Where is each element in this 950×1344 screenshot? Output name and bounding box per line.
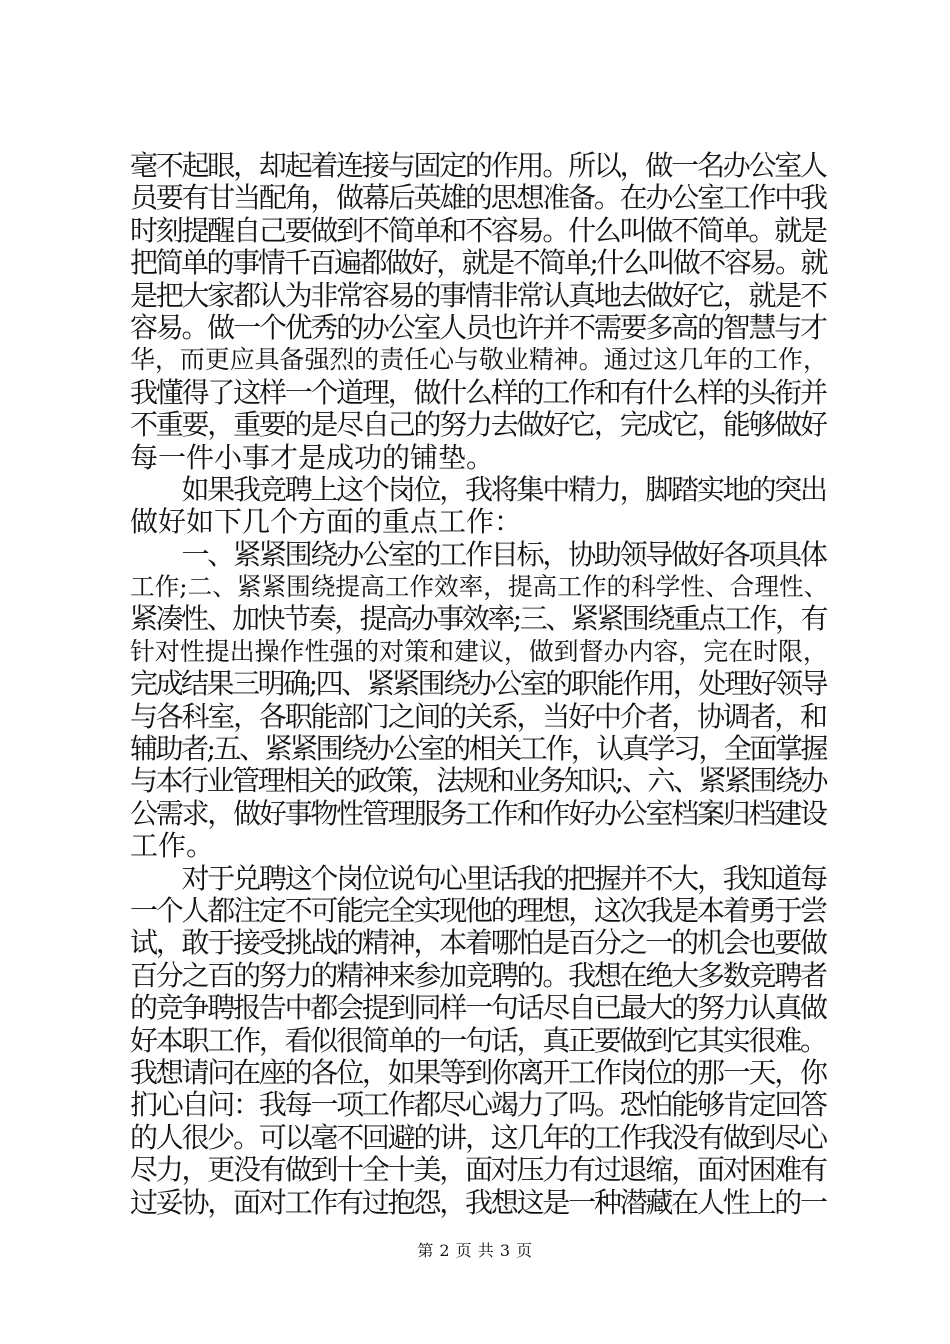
text-line: 如果我竞聘上这个岗位，我将集中精力，脚踏实地的突出 [130,473,826,506]
text-line: 尽力，更没有做到十全十美，面对压力有过退缩，面对困难有 [130,1154,826,1187]
text-line: 针对性提出操作性强的对策和建议，做到督办内容，完在时限， [130,636,828,666]
document-body [130,150,828,1219]
text-line: 完成结果三明确;四、紧紧围绕办公室的职能作用，处理好领导 [130,668,826,701]
text-line: 做好如下几个方面的重点工作： [130,506,523,539]
text-line: 工作。 [130,830,215,863]
text-line: 一、紧紧围绕办公室的工作目标，协助领导做好各项具体 [130,538,826,571]
text-line: 时刻提醒自己要做到不简单和不容易。什么叫做不简单。就是 [130,214,826,247]
text-line: 对于兑聘这个岗位说句心里话我的把握并不大，我知道每 [130,862,826,895]
page-footer: 第 2 页 共 3 页 [417,1241,533,1260]
text-line: 容易。做一个优秀的办公室人员也许并不需要多高的智慧与才 [130,311,826,344]
text-line: 我想请问在座的各位，如果等到你离开工作岗位的那一天，你 [130,1056,826,1089]
text-line: 每一件小事才是成功的铺垫。 [130,441,495,474]
text-line: 与各科室，各职能部门之间的关系，当好中介者，协调者，和 [130,700,826,733]
text-line: 的竞争聘报告中都会提到同样一句话尽自已最大的努力认真做 [130,992,826,1025]
text-line: 辅助者;五、紧紧围绕办公室的相关工作，认真学习，全面掌握 [130,733,826,766]
text-line: 是把大家都认为非常容易的事情非常认真地去做好它，就是不 [130,279,826,312]
text-line: 的人很少。可以毫不回避的讲，这几年的工作我没有做到尽心 [130,1121,826,1154]
text-line: 华，而更应具备强烈的责任心与敬业精神。通过这几年的工作， [130,345,828,375]
text-line: 扪心自问：我每一项工作都尽心竭力了吗。恐怕能够肯定回答 [130,1089,826,1122]
text-line: 员要有甘当配角，做幕后英雄的思想准备。在办公室工作中我 [130,182,826,215]
text-line: 工作;二、紧紧围绕提高工作效率，提高工作的科学性、合理性、 [130,572,828,602]
text-line: 试，敢于接受挑战的精神，本着哪怕是百分之一的机会也要做 [130,927,826,960]
text-line: 紧凑性、加快节奏，提高办事效率;三、紧紧围绕重点工作，有 [130,603,826,636]
text-line: 好本职工作，看似很简单的一句话，真正要做到它其实很难。 [130,1024,826,1057]
text-line: 不重要，重要的是尽自己的努力去做好它，完成它，能够做好 [130,409,826,442]
text-line: 与本行业管理相关的政策，法规和业务知识;、六、紧紧围绕办 [130,765,826,798]
text-line: 过妥协，面对工作有过抱怨，我想这是一种潜藏在人性上的一 [130,1186,826,1219]
text-line: 把简单的事情千百遍都做好，就是不简单;什么叫做不容易。就 [130,247,826,280]
text-line: 公需求，做好事物性管理服务工作和作好办公室档案归档建设 [130,797,826,830]
text-line: 一个人都注定不可能完全实现他的理想，这次我是本着勇于尝 [130,894,826,927]
text-line: 我懂得了这样一个道理，做什么样的工作和有什么样的头衔并 [130,376,826,409]
text-line: 毫不起眼，却起着连接与固定的作用。所以，做一名办公室人 [130,150,826,182]
text-line: 百分之百的努力的精神来参加竞聘的。我想在绝大多数竞聘者 [130,959,826,992]
